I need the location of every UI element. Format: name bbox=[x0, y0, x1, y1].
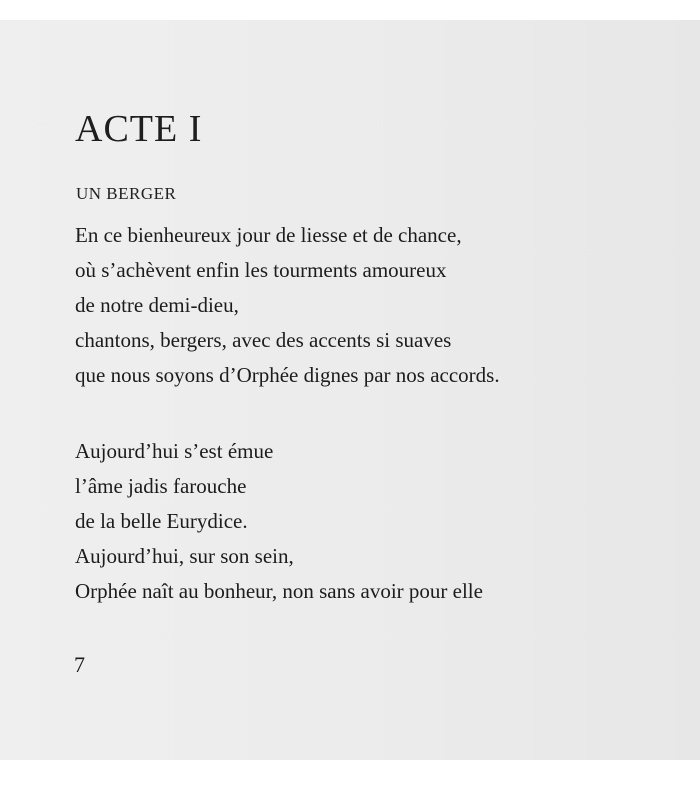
verse-line: que nous soyons d’Orphée dignes par nos accords. bbox=[75, 363, 500, 387]
verse-line: Orphée naît au bonheur, non sans avoir pour elle bbox=[75, 579, 483, 603]
page-number: 7 bbox=[74, 652, 85, 677]
verse-line: où s’achèvent enfin les tourments amoureux bbox=[75, 258, 447, 282]
verse-line: de notre demi-dieu, bbox=[75, 293, 239, 317]
stanza-2 bbox=[75, 434, 483, 609]
verse-line: l’âme jadis farouche bbox=[75, 474, 247, 498]
act-title: ACTE I bbox=[75, 108, 203, 150]
verse-line: Aujourd’hui s’est émue bbox=[75, 439, 274, 463]
book-page bbox=[0, 20, 700, 760]
stanza-1 bbox=[75, 218, 500, 393]
verse-line: Aujourd’hui, sur son sein, bbox=[75, 544, 294, 568]
verse-line: En ce bienheureux jour de liesse et de chance, bbox=[75, 223, 462, 247]
verse-line: de la belle Eurydice. bbox=[75, 509, 248, 533]
verse-line: chantons, bergers, avec des accents si suaves bbox=[75, 328, 452, 352]
speaker-name: UN BERGER bbox=[76, 184, 177, 203]
